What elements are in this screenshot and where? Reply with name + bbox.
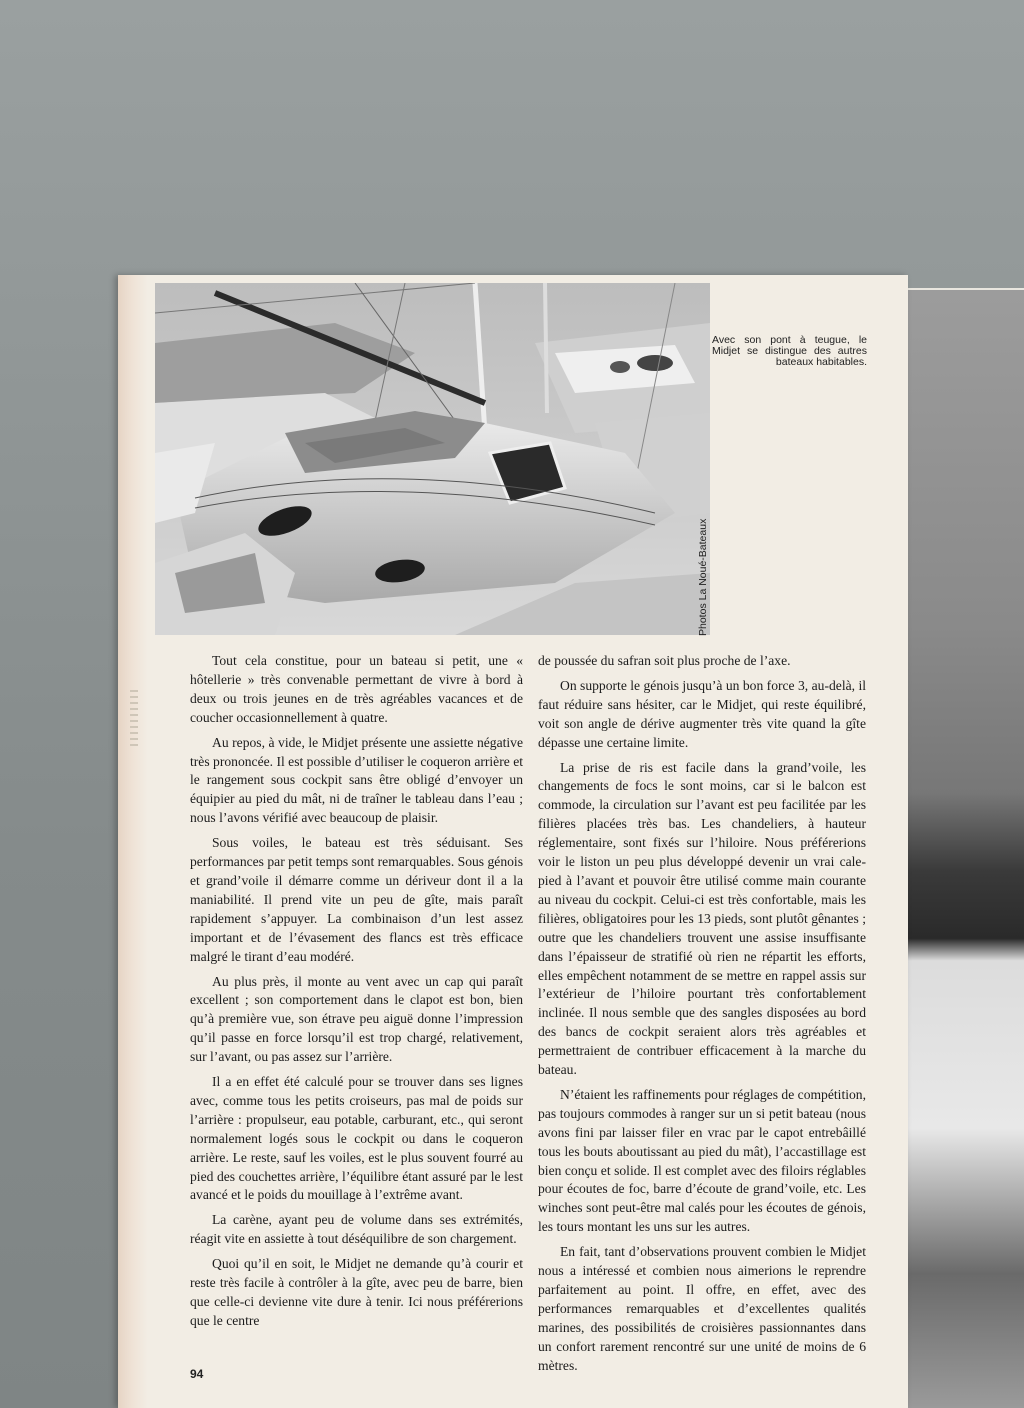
paragraph: Quoi qu’il en soit, le Midjet ne demande qu’à courir et reste très facile à contrôler à la gîte, avec peu de barre, bien que celle-ci devienne vite dure à tenir. Ici nous préférerions que le centre xyxy=(190,1256,523,1328)
paragraph-continuation: de poussée du safran soit plus proche de l’axe. xyxy=(538,653,791,668)
boat-photo xyxy=(155,283,710,635)
paragraph: Au plus près, il monte au vent avec un cap qui paraît excellent ; son comportement dans le clapot est bon, bien qu’à première vue, son étrave peu aiguë donne l’impression qu’il passe en force lorsqu’il est trop chargé, relativement, sur l’avant, ou pas assez sur l’arrière. xyxy=(190,973,523,1065)
text-column-left xyxy=(190,652,523,1337)
page-number: 94 xyxy=(190,1367,204,1381)
page-gutter-edge xyxy=(118,275,148,1408)
paragraph: Il a en effet été calculé pour se trouver dans ses lignes avec, comme tous les petits croiseurs, pas mal de poids sur l’arrière : propulseur, eau potable, carburant, etc., qui seront normalement logés sous le cockpit ou dans le coqueron arrière. Le reste, sauf les voiles, est le plus souvent fourré au pied des couchettes arrière, l’équilibre étant assuré par le lest avancé et le poids du mouillage à l’extrême avant. xyxy=(190,1074,523,1203)
paragraph: La carène, ayant peu de volume dans ses extrémités, réagit vite en assiette à tout déséquilibre de son chargement. xyxy=(190,1212,523,1247)
paragraph: Sous voiles, le bateau est très séduisant. Ses performances par petit temps sont remarquables. Sous génois et grand’voile il démarre comme un dériveur dont il a la maniabilité. Il prend vite un peu de gîte, mais paraît rapidement s’appuyer. La combinaison d’un lest assez important et de l’évasement des flancs est très efficace malgré le tirant d’eau modéré. xyxy=(190,835,523,964)
photo-credit: Photos La Noué-Bateaux xyxy=(697,518,709,636)
gutter-marks xyxy=(130,690,138,750)
paragraph: Au repos, à vide, le Midjet présente une assiette négative très prononcée. Il est possible d’utiliser le coqueron arrière et le rangement sous cockpit sans être obligé d’envoyer un équipier au pied du mât, ni de traîner le tableau dans l’eau ; nous l’avons vérifié avec beaucoup de plaisir. xyxy=(190,734,523,826)
paragraph: La prise de ris est facile dans la grand’voile, les changements de focs le sont moins, car si le balcon est commode, la circulation sur l’avant est peu facilitée par les filières placées très bas. Les chandeliers, à hauteur réglementaire, sont fixés sur l’hiloire. Nous préférerions voir le liston un peu plus développé devenir un vrai cale-pied à l’avant et pouvoir être utilisé comme main courante au niveau du cockpit. Celui-ci est très confortable, mais les filières, obligatoires pour les 13 pieds, sont plutôt gênantes ; outre que les chandeliers trouvent une assise insuffisante dans l’épaisseur de stratifié où rien ne répartit les efforts, elles empêchent notamment de se mettre en rappel assis sur l’extérieur de l’hiloire pourtant très confortablement inclinée. Il nous semble que des sangles disposées au bord des bancs de cockpit seraient alors très agréables et permettraient de contribuer efficacement à la marche du bateau. xyxy=(538,759,866,1078)
paragraph: N’étaient les raffinements pour réglages de compétition, pas toujours commodes à ranger sur un si petit bateau (nous avons fini par laisser filer en vrac par le capot entrebâillé tous les bouts aboutissant au pied du mât), l’accastillage est bien conçu et solide. Il est complet avec des filoirs réglables pour écoutes de foc, barre d’écoute de grand’voile, etc. Les winches sont peut-être mal calés pour les écoutes de génois, les tours montant les uns sur les autres. xyxy=(538,1086,866,1235)
paragraph: On supporte le génois jusqu’à un bon force 3, au-delà, il faut réduire sans hésiter, car le Midjet, qui reste équilibré, voit son angle de dérive augmenter très vite quand la gîte dépasse une certaine limite. xyxy=(538,677,866,750)
paragraph: Tout cela constitue, pour un bateau si petit, une « hôtellerie » très convenable permettant de vivre à bord à deux ou trois jeunes en de très agréables vacances et de coucher occasionnellement à quatre. xyxy=(190,653,523,725)
text-column-right xyxy=(538,652,866,1382)
boat-photo-illustration xyxy=(155,283,710,635)
facing-page-photo xyxy=(905,290,1024,1408)
paragraph: En fait, tant d’observations prouvent combien le Midjet nous a intéressé et combien nous aimerions le reprendre parfaitement au point. Il offre, en effet, avec des performances remarquables et d’excellentes qualités marines, des possibilités de croisières passionnantes dans un confort rarement rencontré sur une unité de moins de 6 mètres. xyxy=(538,1244,866,1373)
photo-caption: Avec son pont à teugue, le Midjet se distingue des autres bateaux habitables. xyxy=(712,334,867,368)
